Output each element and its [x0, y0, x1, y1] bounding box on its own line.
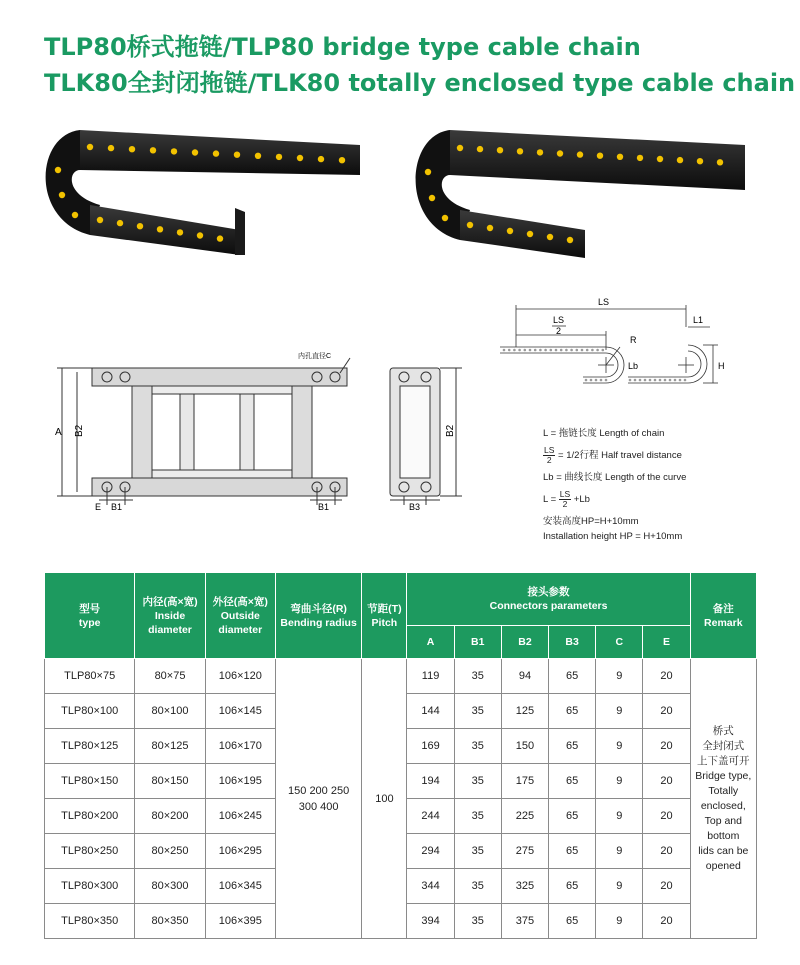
- cell-type: TLP80×100: [45, 694, 135, 729]
- dim-Lb: Lb: [628, 361, 639, 371]
- formula-legend: [543, 427, 763, 549]
- cell-B1: 35: [454, 799, 501, 834]
- cell-C: 9: [596, 764, 643, 799]
- cell-B3: 65: [549, 659, 596, 694]
- cell-E: 20: [643, 799, 690, 834]
- cell-type: TLP80×75: [45, 659, 135, 694]
- dim-LS: LS: [598, 297, 610, 307]
- chain-pin-dot: [581, 349, 584, 352]
- chain-pin-dot: [649, 379, 652, 382]
- header-inside-diameter: 内径(高×宽) Inside diameter: [135, 573, 205, 659]
- cell-B1: 35: [454, 869, 501, 904]
- cell-B2: 275: [501, 834, 548, 869]
- cell-outside: 106×395: [205, 904, 275, 939]
- chain-pin-dot: [171, 148, 177, 154]
- enclosed-chain-photo: [410, 110, 750, 260]
- header-B3: B3: [549, 626, 596, 659]
- chain-pin-dot: [517, 148, 523, 154]
- header-type: 型号 type: [45, 573, 135, 659]
- hole-label: 内孔直径C: [298, 353, 332, 360]
- title-line-2: TLK80全封闭拖链/TLK80 totally enclosed type cable chain: [44, 69, 796, 97]
- chain-pin-dot: [177, 229, 183, 235]
- spec-table-body: [45, 659, 757, 939]
- dim-E: E: [95, 502, 102, 512]
- cell-inside: 80×125: [135, 729, 205, 764]
- chain-pin-dot: [659, 379, 662, 382]
- chain-pin-dot: [507, 228, 513, 234]
- chain-pin-dot: [297, 155, 303, 161]
- cell-A: 144: [407, 694, 454, 729]
- chain-pin-dot: [97, 217, 103, 223]
- chain-pin-dot: [513, 349, 516, 352]
- legend-curve-length: Lb = 曲线长度 Length of the curve: [543, 472, 687, 483]
- cell-inside: 80×200: [135, 799, 205, 834]
- chain-pin-dot: [664, 379, 667, 382]
- chain-pin-dot: [137, 223, 143, 229]
- cell-bending-radius: 150 200 250 300 400: [275, 659, 361, 939]
- title-line-1: TLP80桥式拖链/TLP80 bridge type cable chain: [44, 33, 641, 61]
- cell-A: 344: [407, 869, 454, 904]
- header-A: A: [407, 626, 454, 659]
- cell-B2: 150: [501, 729, 548, 764]
- cell-B1: 35: [454, 834, 501, 869]
- chain-pin-dot: [595, 379, 598, 382]
- chain-pin-dot: [72, 212, 78, 218]
- front-view-drawing: [52, 350, 352, 515]
- chain-pin-dot: [597, 153, 603, 159]
- chain-pin-dot: [87, 144, 93, 150]
- chain-pin-dot: [197, 232, 203, 238]
- chain-pin-dot: [586, 349, 589, 352]
- chain-pin-dot: [596, 349, 599, 352]
- legend-formula: L = $\frac{LS}{2}$ +Lb: [543, 489, 590, 509]
- cell-pitch: 100: [362, 659, 407, 939]
- cell-outside: 106×120: [205, 659, 275, 694]
- chain-pin-dot: [339, 157, 345, 163]
- chain-pin-dot: [59, 192, 65, 198]
- chain-pin-dot: [234, 152, 240, 158]
- chain-pin-dot: [557, 150, 563, 156]
- cell-type: TLP80×200: [45, 799, 135, 834]
- chain-pin-dot: [487, 225, 493, 231]
- chain-pin-dot: [537, 149, 543, 155]
- dim-R: R: [630, 335, 637, 345]
- chain-pin-dot: [576, 349, 579, 352]
- cell-type: TLP80×350: [45, 904, 135, 939]
- chain-pin-dot: [567, 237, 573, 243]
- chain-pin-dot: [637, 155, 643, 161]
- cell-outside: 106×295: [205, 834, 275, 869]
- chain-pin-dot: [669, 379, 672, 382]
- chain-pin-dot: [570, 349, 573, 352]
- cell-E: 20: [643, 764, 690, 799]
- cell-type: TLP80×150: [45, 764, 135, 799]
- cell-E: 20: [643, 904, 690, 939]
- chain-pin-dot: [276, 154, 282, 160]
- chain-pin-dot: [534, 349, 537, 352]
- chain-pin-dot: [591, 349, 594, 352]
- cell-C: 9: [596, 834, 643, 869]
- cell-B1: 35: [454, 659, 501, 694]
- cell-B2: 175: [501, 764, 548, 799]
- chain-pin-dot: [529, 349, 532, 352]
- cell-outside: 106×170: [205, 729, 275, 764]
- chain-pin-dot: [544, 349, 547, 352]
- cell-inside: 80×300: [135, 869, 205, 904]
- chain-pin-dot: [565, 349, 568, 352]
- cell-type: TLP80×250: [45, 834, 135, 869]
- chain-pin-dot: [508, 349, 511, 352]
- dim-H: H: [718, 361, 725, 371]
- dim-B2-side: B2: [445, 424, 456, 437]
- chain-pin-dot: [617, 154, 623, 160]
- chain-pin-dot: [442, 215, 448, 221]
- cell-E: 20: [643, 659, 690, 694]
- chain-pin-dot: [129, 146, 135, 152]
- chain-pin-dot: [55, 167, 61, 173]
- chain-pin-dot: [425, 169, 431, 175]
- legend-install-height-cn: 安装高度HP=H+10mm: [543, 516, 639, 527]
- chain-pin-dot: [497, 147, 503, 153]
- chain-pin-dot: [560, 349, 563, 352]
- chain-pin-dot: [555, 349, 558, 352]
- header-bending-radius: 弯曲斗径(R) Bending radius: [275, 573, 361, 659]
- cell-outside: 106×345: [205, 869, 275, 904]
- cell-B3: 65: [549, 904, 596, 939]
- cell-B1: 35: [454, 904, 501, 939]
- chain-pin-dot: [600, 379, 603, 382]
- side-view-drawing: [376, 350, 476, 515]
- cell-C: 9: [596, 799, 643, 834]
- header-remark: 备注 Remark: [690, 573, 756, 659]
- chain-pin-dot: [684, 379, 687, 382]
- dim-B2: B2: [74, 424, 85, 437]
- chain-pin-dot: [477, 146, 483, 152]
- chain-pin-dot: [590, 379, 593, 382]
- table-row: [45, 659, 757, 694]
- dim-A: A: [55, 427, 62, 438]
- dim-B1-right: B1: [318, 502, 330, 512]
- dim-LS-half-num: LS: [553, 315, 565, 325]
- chain-pin-dot: [157, 226, 163, 232]
- cell-C: 9: [596, 904, 643, 939]
- cell-B3: 65: [549, 869, 596, 904]
- cell-A: 294: [407, 834, 454, 869]
- chain-pin-dot: [585, 379, 588, 382]
- chain-pin-dot: [639, 379, 642, 382]
- cell-inside: 80×250: [135, 834, 205, 869]
- chain-pin-dot: [192, 149, 198, 155]
- cell-B3: 65: [549, 729, 596, 764]
- cell-B2: 225: [501, 799, 548, 834]
- header-B1: B1: [454, 626, 501, 659]
- chain-layout-diagram: [498, 295, 758, 405]
- cell-inside: 80×150: [135, 764, 205, 799]
- chain-pin-dot: [547, 234, 553, 240]
- dim-L1: L1: [693, 315, 704, 325]
- chain-pin-dot: [602, 349, 605, 352]
- cell-B3: 65: [549, 799, 596, 834]
- cell-inside: 80×100: [135, 694, 205, 729]
- chain-pin-dot: [108, 145, 114, 151]
- cell-B2: 125: [501, 694, 548, 729]
- cell-C: 9: [596, 659, 643, 694]
- cell-A: 119: [407, 659, 454, 694]
- chain-pin-dot: [429, 195, 435, 201]
- header-B2: B2: [501, 626, 548, 659]
- spec-table: [44, 572, 757, 939]
- cell-A: 169: [407, 729, 454, 764]
- cell-C: 9: [596, 694, 643, 729]
- chain-pin-dot: [217, 235, 223, 241]
- cell-B3: 65: [549, 764, 596, 799]
- chain-pin-dot: [527, 231, 533, 237]
- cell-outside: 106×245: [205, 799, 275, 834]
- chain-pin-dot: [255, 153, 261, 159]
- cell-C: 9: [596, 729, 643, 764]
- chain-pin-dot: [634, 379, 637, 382]
- chain-pin-dot: [629, 379, 632, 382]
- legend-install-height-en: Installation height HP = H+10mm: [543, 531, 683, 542]
- cell-A: 194: [407, 764, 454, 799]
- header-E: E: [643, 626, 690, 659]
- chain-pin-dot: [697, 158, 703, 164]
- cell-inside: 80×75: [135, 659, 205, 694]
- cell-type: TLP80×300: [45, 869, 135, 904]
- chain-pin-dot: [657, 156, 663, 162]
- header-pitch: 节距(T) Pitch: [362, 573, 407, 659]
- cell-E: 20: [643, 729, 690, 764]
- cell-E: 20: [643, 694, 690, 729]
- cell-E: 20: [643, 834, 690, 869]
- chain-pin-dot: [539, 349, 542, 352]
- cell-B1: 35: [454, 764, 501, 799]
- cell-B1: 35: [454, 694, 501, 729]
- dim-LS-half-den: 2: [556, 326, 562, 336]
- cell-B3: 65: [549, 834, 596, 869]
- chain-pin-dot: [150, 147, 156, 153]
- chain-pin-dot: [550, 349, 553, 352]
- cell-A: 244: [407, 799, 454, 834]
- legend-chain-length: L = 拖链长度 Length of chain: [543, 428, 665, 439]
- chain-pin-dot: [318, 156, 324, 162]
- chain-pin-dot: [679, 379, 682, 382]
- cell-E: 20: [643, 869, 690, 904]
- dim-B1: B1: [111, 502, 123, 512]
- chain-pin-dot: [654, 379, 657, 382]
- cell-inside: 80×350: [135, 904, 205, 939]
- chain-pin-dot: [524, 349, 527, 352]
- cell-B2: 325: [501, 869, 548, 904]
- cell-outside: 106×195: [205, 764, 275, 799]
- cell-outside: 106×145: [205, 694, 275, 729]
- chain-pin-dot: [503, 349, 506, 352]
- chain-pin-dot: [605, 379, 608, 382]
- header-outside-diameter: 外径(高×宽) Outside diameter: [205, 573, 275, 659]
- chain-pin-dot: [518, 349, 521, 352]
- chain-pin-dot: [674, 379, 677, 382]
- cell-B1: 35: [454, 729, 501, 764]
- chain-pin-dot: [577, 151, 583, 157]
- bridge-chain-photo: [40, 110, 380, 260]
- chain-pin-dot: [457, 145, 463, 151]
- cell-remark: 桥式 全封闭式 上下盖可开 Bridge type, Totally enclosed, Top and bottom lids can be opened: [690, 659, 756, 939]
- cell-type: TLP80×125: [45, 729, 135, 764]
- chain-pin-dot: [213, 150, 219, 156]
- header-C: C: [596, 626, 643, 659]
- cell-B2: 375: [501, 904, 548, 939]
- cell-B2: 94: [501, 659, 548, 694]
- chain-pin-dot: [117, 220, 123, 226]
- cell-A: 394: [407, 904, 454, 939]
- chain-pin-dot: [467, 222, 473, 228]
- cell-B3: 65: [549, 694, 596, 729]
- dim-B3: B3: [409, 502, 421, 512]
- header-connectors: 接头参数 Connectors parameters: [407, 573, 690, 626]
- chain-pin-dot: [644, 379, 647, 382]
- chain-pin-dot: [677, 157, 683, 163]
- chain-pin-dot: [717, 159, 723, 165]
- legend-half-travel: $\frac{LS}{2}$ = 1/2行程 Half travel distance: [544, 445, 682, 465]
- cell-C: 9: [596, 869, 643, 904]
